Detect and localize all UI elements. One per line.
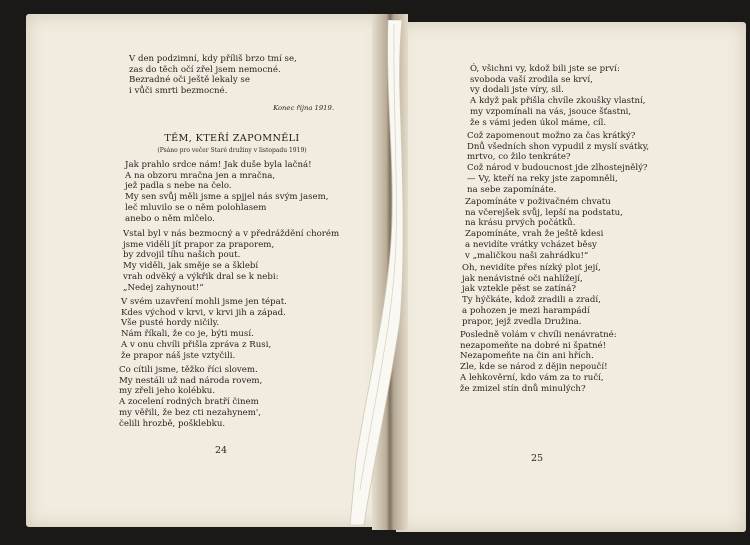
stanza-4: Co cítili jsme, těžko říci slovem. My nestáli už nad národa rovem, my zřeli jeho kolébku. A zocelení rodných bratří činem my věřili, že bez cti nezahynem', čelili hrozbě, pošklebku. bbox=[119, 365, 263, 429]
page-number-left: 24 bbox=[215, 445, 228, 456]
stanza-6: Což zapomenout možno za čas krátký? Dnů všedních shon vypudil z myslí svátky, mrtvo, co žilo tenkráte? Což národ v budoucnost jde zlhostejnělý? — Vy, kteří na reky jste zapomněli, na sebe zapomínáte. bbox=[467, 131, 650, 195]
right-page bbox=[396, 22, 746, 532]
poem-subtitle: (Psáno pro večer Staré družiny v listopadu 1919) bbox=[157, 147, 307, 154]
stanza-7: Zapomínáte v poživačném chvatu na včerejšek svůj, lepší na podstatu, na krásu prvých počátků. Zapomínáte, vrah že ještě kdesi a nevidíte vrátky vcházet běsy v „maličkou naši zahrádku!“ bbox=[465, 197, 623, 261]
stanza-8: Oh, nevidíte přes nízký plot její, jak nenávistné oči nahlížejí, jak vztekle pěst se zatíná? Ty hýčkáte, kdož zradili a zradí, a pohozen je mezi harampádí prapor, jejž zvedla Družina. bbox=[462, 263, 601, 327]
stanza-9: Posledně volám v chvíli nenávratné: nezapomeňte na dobré ni špatné! Nezapomeňte na čin ani hřích. Zle, kde se národ z dějin nepoučí! A lehkověrní, kdo vám za to ručí, že zmizel stín dnů minulých? bbox=[460, 330, 617, 394]
opening-stanza: V den podzimní, kdy příliš brzo tmí se, zas do těch očí zřel jsem nemocné. Bezradné oči ještě lekaly se i vůči smrti bezmocné. bbox=[129, 54, 297, 97]
stanza-1: Jak prahlo srdce nám! Jak duše byla lačná! A na obzoru mračna jen a mračna, jež padla s nebe na čelo. My sen svůj měli jsme a spjjel nás svým jasem, leč mluvilo se o něm polohlasem anebo o něm mlčelo. bbox=[125, 160, 329, 224]
bookmark-ribbon bbox=[348, 20, 408, 525]
page-number-right: 25 bbox=[531, 453, 544, 464]
left-page bbox=[26, 14, 384, 527]
stanza-5: Ó, všichni vy, kdož bili jste se prví: svoboda vaší zrodila se krví, vy dodali jste víry, sil. A když pak přišla chvíle zkoušky vlastní, my vzpomínali na vás, jsouce šťastni, že s vámi jeden úkol máme, cíl. bbox=[470, 64, 646, 128]
stanza-3: V svém uzavření mohli jsme jen tépat. Kdes východ v krvi, v krvi jih a západ. Vše pusté hordy ničily. Nám říkali, že co je, býti musí. A v onu chvíli přišla zpráva z Rusi, že prapor náš jste vztyčili. bbox=[121, 297, 287, 361]
stanza-2: Vstal byl v nás bezmocný a v předráždění chorém jsme viděli jít prapor za praporem, by zdvojil tíhu našich pout. My viděli, jak směje se a šklebí vrah odvěký a výkřik dral se k nebi: „Nedej zahynout!“ bbox=[123, 229, 340, 293]
poem-title: TĚM, KTEŘÍ ZAPOMNĚLI bbox=[164, 133, 300, 144]
dateline: Konec října 1919. bbox=[273, 104, 334, 112]
